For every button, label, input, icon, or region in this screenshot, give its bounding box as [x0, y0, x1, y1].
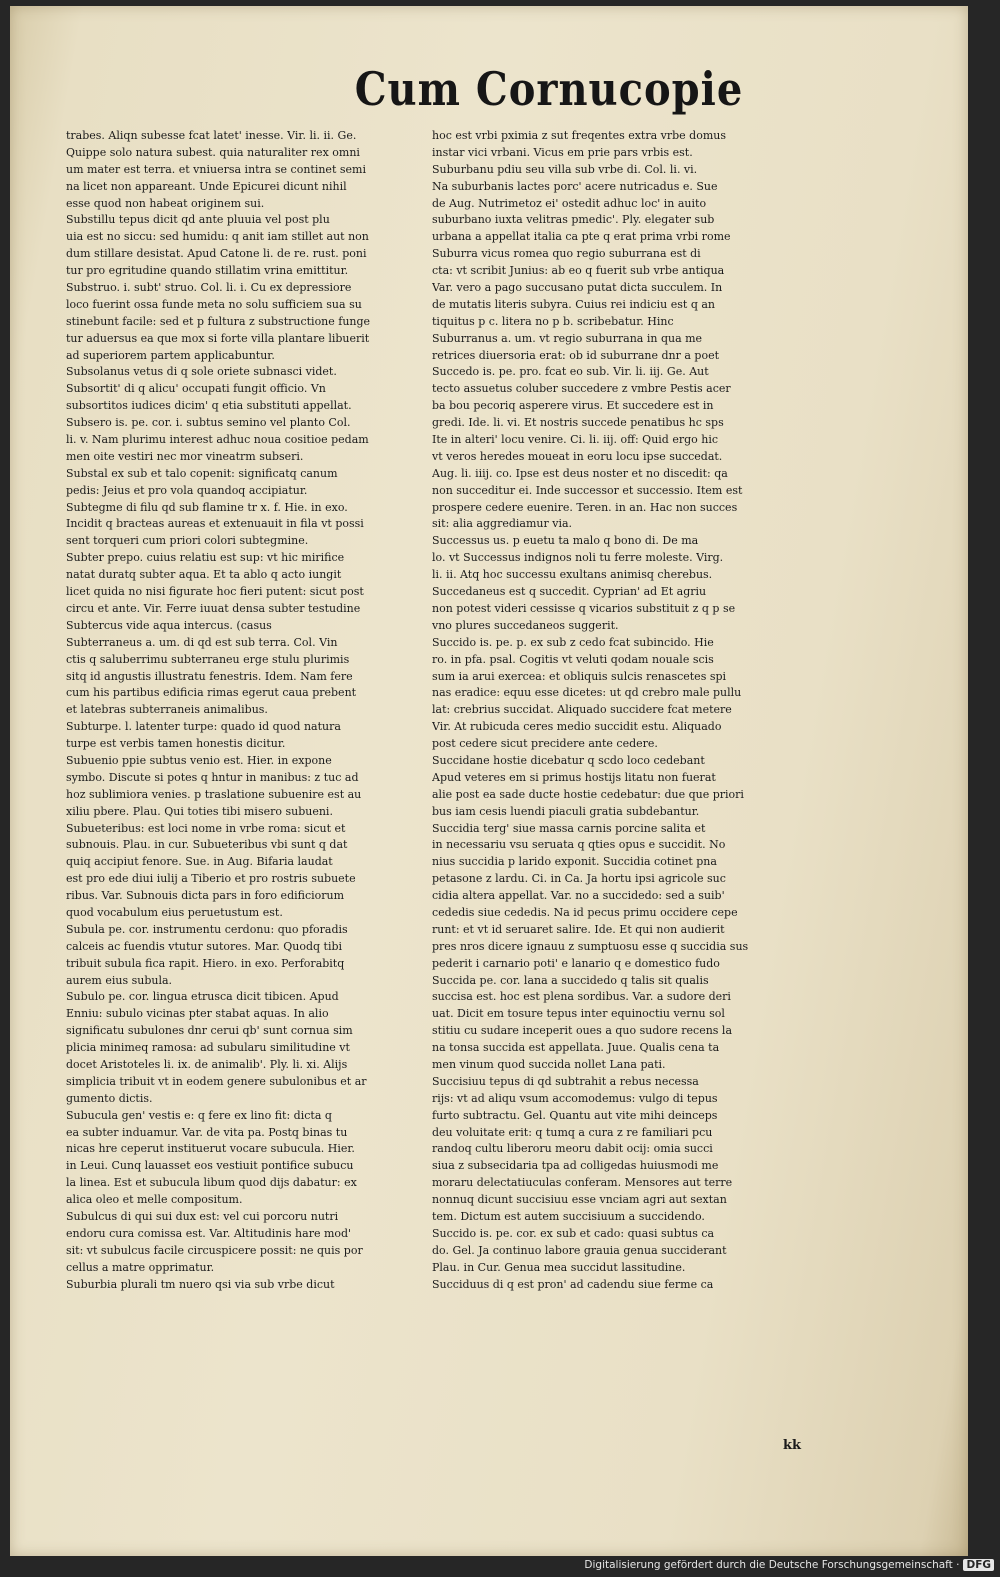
text-line: men oite vestiri nec mor vineatrm subseri. [66, 449, 304, 463]
text-line: Subucula gen' vestis e: q fere ex lino fit: dicta q [66, 1108, 332, 1122]
text-line: Succidane hostie dicebatur q scdo loco cedebant [432, 753, 705, 767]
text-line: bus iam cesis luendi piaculi gratia subdebantur. [432, 804, 700, 818]
text-line: hoc est vrbi pximia z sut freqentes extra vrbe domus [432, 129, 727, 142]
text-line: Succido is. pe. p. ex sub z cedo fcat subincido. Hie [432, 635, 714, 649]
text-line: Subsolanus vetus di q sole oriete subnasci videt. [66, 365, 337, 379]
text-line: hoz sublimiora venies. p traslatione subuenire est au [66, 787, 362, 801]
text-line: prospere cedere euenire. Teren. in an. Hac non succes [432, 500, 738, 514]
text-line: siua z subsecidaria tpa ad colligedas huiusmodi me [432, 1159, 719, 1173]
text-line: men vinum quod succida nollet Lana pati. [432, 1057, 666, 1071]
text-line: urbana a appellat italia ca pte q erat prima vrbi rome [432, 230, 731, 244]
text-line: Succido is. pe. cor. ex sub et cado: quasi subtus ca [432, 1226, 715, 1240]
text-line: Substal ex sub et talo copenit: significatq canum [66, 466, 338, 480]
text-line: cta: vt scribit Junius: ab eo q fuerit sub vrbe antiqua [432, 264, 725, 278]
text-line: Substillu tepus dicit qd ante pluuia vel post plu [66, 213, 330, 227]
text-line: Subula pe. cor. instrumentu cerdonu: quo pforadis [66, 922, 348, 936]
text-line: Subueteribus: est loci nome in vrbe roma: sicut et [66, 821, 346, 835]
text-line: Subsero is. pe. cor. i. subtus semino vel planto Col. [66, 416, 351, 430]
text-line: esse quod non habeat originem sui. [66, 196, 265, 210]
text-line: tribuit subula fica rapit. Hiero. in exo. Perforabitq [66, 956, 345, 970]
text-line: furto subtractu. Gel. Quantu aut vite mihi deinceps [432, 1108, 718, 1122]
text-line: succisa est. hoc est plena sordibus. Var. a sudore deri [432, 990, 731, 1004]
text-line: pres nros dicere ignauu z sumptuosu esse q succidia sus [432, 939, 749, 953]
text-line: sent torqueri cum priori colori subtegmine. [66, 534, 309, 548]
text-line: tiquitus p c. litera no p b. scribebatur. Hinc [432, 314, 674, 328]
text-line: vt veros heredes moueat in eoru locu ipse succedat. [432, 449, 723, 463]
text-line: ad superiorem partem applicabuntur. [66, 348, 275, 362]
text-line: uat. Dicit em tosure tepus inter equinoctiu vernu sol [432, 1007, 725, 1021]
text-line: non succeditur ei. Inde successor et successio. Item est [432, 483, 743, 497]
text-line: significatu subulones dnr cerui qb' sunt cornua sim [66, 1024, 353, 1038]
text-line: Subuenio ppie subtus venio est. Hier. in expone [66, 753, 332, 767]
text-line: vno plures succedaneos suggerit. [432, 618, 619, 632]
text-line: plicia minimeq ramosa: ad subularu similitudine vt [66, 1041, 350, 1055]
text-line: li. ii. Atq hoc successu exultans animisq cherebus. [432, 568, 713, 582]
text-line: sit: alia aggrediamur via. [432, 517, 573, 531]
text-line: ro. in pfa. psal. Cogitis vt veluti qodam nouale scis [432, 652, 714, 666]
text-line: Suburra vicus romea quo regio suburrana est di [432, 247, 701, 261]
text-line: stitiu cu sudare inceperit oues a quo sudore recens la [432, 1024, 733, 1038]
text-line: cededis siue cededis. Na id pecus primu occidere cepe [432, 905, 738, 919]
text-line: Suburbia plurali tm nuero qsi via sub vrbe dicut [66, 1277, 335, 1291]
text-line: Succisiuu tepus di qd subtrahit a rebus necessa [432, 1074, 699, 1088]
text-line: pedis: Jeius et pro vola quandoq accipiatur. [66, 483, 308, 497]
text-line: tur pro egritudine quando stillatim vrina emittitur. [66, 264, 349, 278]
text-line: de mutatis literis subyra. Cuius rei indiciu est q an [432, 297, 716, 311]
text-line: Apud veteres em si primus hostijs litatu non fuerat [432, 770, 716, 784]
text-line: randoq cultu liberoru meoru dabit ocij: omia succi [432, 1142, 713, 1156]
text-line: nas eradice: equu esse dicetes: ut qd crebro male pullu [432, 686, 742, 700]
dfg-logo: DFG [963, 1559, 994, 1571]
text-line: Succiduus di q est pron' ad cadendu siue ferme ca [432, 1277, 714, 1291]
text-line: lo. vt Successus indignos noli tu ferre moleste. Virg. [432, 551, 724, 565]
text-line: post cedere sicut precidere ante cedere. [432, 737, 658, 751]
text-line: Subulcus di qui sui dux est: vel cui porcoru nutri [66, 1210, 339, 1223]
text-line: in Leui. Cunq lauasset eos vestiuit pontifice subucu [66, 1159, 354, 1173]
text-line: quod vocabulum eius peruetustum est. [66, 905, 283, 919]
text-line: sit: vt subulcus facile circuspicere possit: ne quis por [66, 1243, 363, 1257]
text-line: trabes. Aliqn subesse fcat latet' inesse. Vir. li. ii. Ge. [66, 129, 357, 142]
text-line: quiq accipiut fenore. Sue. in Aug. Bifaria laudat [66, 855, 333, 869]
text-line: Subturpe. l. latenter turpe: quado id quod natura [66, 720, 341, 734]
text-line: Quippe solo natura subest. quia naturaliter rex omni [66, 145, 360, 159]
text-line: Var. vero a pago succusano putat dicta succulem. In [432, 281, 723, 295]
text-line: tur aduersus ea que mox si forte villa plantare libuerit [66, 331, 370, 345]
text-line: calceis ac fuendis vtutur sutores. Mar. Quodq tibi [66, 939, 343, 953]
text-line: Aug. li. iiij. co. Ipse est deus noster et no discedit: qa [432, 466, 728, 480]
text-line: petasone z lardu. Ci. in Ca. Ja hortu ipsi agricole suc [432, 872, 726, 886]
running-head [10, 62, 968, 117]
text-line: ribus. Var. Subnouis dicta pars in foro edificiorum [66, 889, 345, 903]
text-line: sitq id angustis illustratu fenestris. Idem. Nam fere [66, 669, 353, 683]
text-line: Subterraneus a. um. di qd est sub terra. Col. Vin [66, 635, 338, 649]
text-line: cidia altera appellat. Var. no a succidedo: sed a suib' [432, 889, 725, 903]
text-line: Vir. At rubicuda ceres medio succidit estu. Aliquado [432, 720, 722, 734]
text-line: de Aug. Nutrimetoz ei' ostedit adhuc loc' in auito [432, 196, 707, 210]
text-line: Ite in alteri' locu venire. Ci. li. iij. off: Quid ergo hic [432, 433, 719, 447]
text-line: Succida pe. cor. lana a succidedo q talis sit qualis [432, 973, 709, 987]
text-line: natat duratq subter aqua. Et ta ablo q acto iungit [66, 568, 342, 582]
text-line: simplicia tribuit vt in eodem genere subulonibus et ar [66, 1074, 367, 1088]
left-column [66, 128, 428, 1293]
text-line: li. v. Nam plurimu interest adhuc noua cositioe pedam [66, 433, 369, 447]
text-line: Na suburbanis lactes porc' acere nutricadus e. Sue [432, 179, 718, 193]
text-line: Successus us. p euetu ta malo q bono di. De ma [432, 534, 699, 548]
text-line: symbo. Discute si potes q hntur in manibus: z tuc ad [66, 770, 359, 784]
credit-bar [0, 1556, 1000, 1577]
text-line: tecto assuetus coluber succedere z vmbre Pestis acer [432, 382, 731, 396]
text-line: Subtegme di filu qd sub flamine tr x. f. Hie. in exo. [66, 500, 348, 514]
text-line: et latebras subterraneis animalibus. [66, 703, 268, 717]
text-line: nonnuq dicunt succisiuu esse vnciam agri aut sextan [432, 1193, 727, 1207]
text-line: Subtercus vide aqua intercus. (casus [66, 618, 272, 632]
text-line: na licet non appareant. Unde Epicurei dicunt nihil [66, 179, 347, 193]
text-line: rijs: vt ad aliqu vsum accomodemus: vulgo di tepus [432, 1091, 718, 1105]
text-line: sum ia arui exercea: et obliquis sulcis renascetes spi [432, 669, 727, 683]
text-line: gredi. Ide. li. vi. Et nostris succede penatibus hc sps [432, 416, 724, 430]
text-line: nicas hre ceperut instituerut vocare subucula. Hier. [66, 1142, 355, 1156]
text-line: ea subter induamur. Var. de vita pa. Postq binas tu [66, 1125, 348, 1139]
text-line: licet quida no nisi figurate hoc fieri putent: sicut post [66, 585, 364, 599]
text-line: Incidit q bracteas aureas et extenuauit in fila vt possi [66, 517, 364, 531]
text-line: subnouis. Plau. in cur. Subueteribus vbi sunt q dat [66, 838, 348, 852]
text-line: Enniu: subulo vicinas pter stabat aquas. In alio [66, 1007, 329, 1021]
text-line: runt: et vt id seruaret salire. Ide. Et qui non audierit [432, 922, 725, 936]
text-line: na tonsa succida est appellata. Juue. Qualis cena ta [432, 1041, 720, 1055]
text-line: Suburranus a. um. vt regio suburrana in qua me [432, 331, 703, 345]
text-line: alica oleo et melle compositum. [66, 1193, 243, 1207]
page-title: Cum Cornucopie [354, 62, 744, 117]
text-line: suburbano iuxta velitras pmedic'. Ply. elegater sub [432, 213, 715, 227]
text-line: gumento dictis. [66, 1091, 153, 1105]
text-line: Suburbanu pdiu seu villa sub vrbe di. Col. li. vi. [432, 162, 698, 176]
text-line: instar vici vrbani. Vicus em prie pars vrbis est. [432, 145, 693, 159]
text-line: pederit i carnario poti' e lanario q e domestico fudo [432, 956, 720, 970]
text-line: endoru cura comissa est. Var. Altitudinis hare mod' [66, 1226, 352, 1240]
text-line: Subulo pe. cor. lingua etrusca dicit tibicen. Apud [66, 990, 339, 1004]
text-line: cellus a matre opprimatur. [66, 1260, 215, 1274]
book-page [10, 6, 968, 1556]
text-line: xiliu pbere. Plau. Qui toties tibi misero subueni. [66, 804, 333, 818]
text-line: cum his partibus edificia rimas egerut caua prebent [66, 686, 357, 700]
right-column [432, 128, 795, 1293]
text-line: aurem eius subula. [66, 973, 173, 987]
text-line: Substruo. i. subt' struo. Col. li. i. Cu ex depressiore [66, 281, 352, 295]
text-line: ba bou pecoriq asperere virus. Et succedere est in [432, 399, 714, 413]
text-line: subsortitos iudices dicim' q etia substituti appellat. [66, 399, 352, 413]
text-line: dum stillare desistat. Apud Catone li. de re. rust. poni [66, 247, 367, 261]
text-line: retrices diuersoria erat: ob id suburrane dnr a poet [432, 348, 720, 362]
text-line: Succedaneus est q succedit. Cyprian' ad Et agriu [432, 585, 707, 599]
text-line: Succidia terg' siue massa carnis porcine salita et [432, 821, 706, 835]
text-line: in necessariu vsu seruata q qties opus e succidit. No [432, 838, 726, 852]
text-line: Subter prepo. cuius relatiu est sup: vt hic mirifice [66, 551, 345, 565]
signature-mark: kk [783, 1438, 802, 1453]
text-line: ctis q saluberrimu subterraneu erge stulu plurimis [66, 652, 350, 666]
text-line: turpe est verbis tamen honestis dicitur. [66, 737, 286, 751]
text-line: do. Gel. Ja continuo labore grauia genua succiderant [432, 1243, 727, 1257]
text-line: moraru delectatiuculas conferam. Mensores aut terre [432, 1176, 733, 1190]
text-line: est pro ede diui iulij a Tiberio et pro rostris subuete [66, 872, 356, 886]
text-line: Succedo is. pe. pro. fcat eo sub. Vir. li. iij. Ge. Aut [432, 365, 709, 379]
text-line: loco fuerint ossa funde meta no solu sufficiem sua su [66, 297, 362, 311]
text-line: uia est no siccu: sed humidu: q anit iam stillet aut non [66, 230, 369, 244]
funding-credit [584, 1559, 994, 1571]
text-line: docet Aristoteles li. ix. de animalib'. Ply. li. xi. Alijs [66, 1057, 348, 1071]
text-line: alie post ea sade ducte hostie cedebatur: due que priori [432, 787, 744, 801]
text-line: la linea. Est et subucula libum quod dijs dabatur: ex [66, 1176, 357, 1190]
text-line: nius succidia p larido exponit. Succidia cotinet pna [432, 855, 717, 869]
text-line: lat: crebrius succidat. Aliquado succidere fcat metere [432, 703, 732, 717]
text-line: stinebunt facile: sed et p fultura z substructione funge [66, 314, 371, 328]
text-line: Subsortit' di q alicu' occupati fungit officio. Vn [66, 382, 326, 396]
text-line: um mater est terra. et vniuersa intra se continet semi [66, 162, 366, 176]
text-line: deu voluitate erit: q tumq a cura z re familiari pcu [432, 1125, 713, 1139]
text-line: non potest videri cessisse q vicarios substituit z q p se [432, 601, 736, 615]
credit-text: Digitalisierung gefördert durch die Deutsche Forschungsgemeinschaft · [584, 1559, 960, 1571]
text-line: tem. Dictum est autem succisiuum a succidendo. [432, 1210, 705, 1223]
text-line: circu et ante. Vir. Ferre iuuat densa subter testudine [66, 601, 361, 615]
text-line: Plau. in Cur. Genua mea succidut lassitudine. [432, 1260, 686, 1274]
